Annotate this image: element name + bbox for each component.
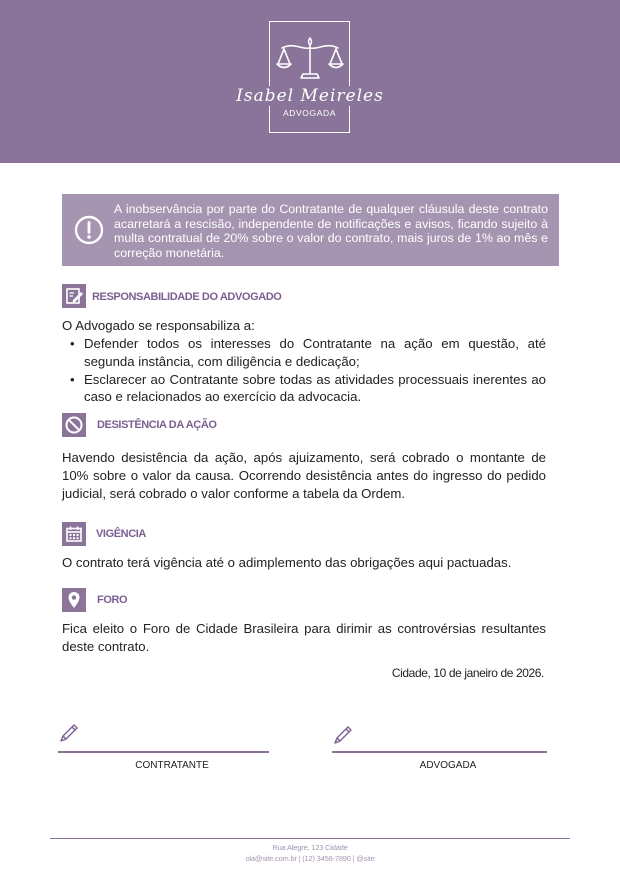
scales-of-justice-icon <box>274 34 346 82</box>
section-title-desistencia: DESISTÊNCIA DA AÇÃO <box>97 419 217 431</box>
footer-contact: ola@site.com.br | (12) 3456-7890 | @site <box>245 854 375 863</box>
footer-address: Rua Alegre, 123 Cidade <box>272 843 348 852</box>
responsabilidade-intro: O Advogado se responsabiliza a: <box>62 318 255 333</box>
exclamation-circle-icon <box>74 215 104 245</box>
contract-date: Cidade, 10 de janeiro de 2026. <box>391 666 544 680</box>
signature-line-contratante <box>58 751 269 753</box>
header-banner <box>0 0 620 163</box>
footer-divider <box>50 838 570 839</box>
pen-icon <box>332 724 354 746</box>
foro-text: Fica eleito o Foro de Cidade Brasileira para dirimir as controvérsias resultantes deste contrato. <box>62 621 546 654</box>
vigencia-text: O contrato terá vigência até o adimplemento das obrigações aqui pactuadas. <box>62 555 512 570</box>
section-title-vigencia: VIGÊNCIA <box>96 528 146 540</box>
list-item: • Esclarecer ao Contratante sobre todas as atividades processuais inerentes ao caso e relacionados ao exercício da advocacia. <box>62 371 546 407</box>
signature-label-advogada: ADVOGADA <box>419 760 477 771</box>
notice-text: A inobservância por parte do Contratante de qualquer cláusula deste contrato acarretará a rescisão, independente de notificações e avisos, ficando sujeito à multa contratual de 20% sobre o valor do contrato, mais juros de 1% ao mês e correção monetária. <box>114 202 548 260</box>
desistencia-text: Havendo desistência da ação, após ajuizamento, será cobrado o montante de 10% sobre o valor da causa. Ocorrendo desistência antes do ingresso do pedido judicial, será cobrado o valor conforme a tabela da Ordem. <box>62 450 546 501</box>
signature-label-contratante: CONTRATANTE <box>135 760 209 771</box>
prohibited-icon <box>62 413 86 437</box>
pen-icon <box>58 722 80 744</box>
logo-name: Isabel Meireles <box>230 86 390 106</box>
list-item: • Defender todos os interesses do Contratante na ação em questão, até segunda instância, com diligência e dedicação; <box>62 335 546 371</box>
map-pin-icon <box>62 588 86 612</box>
calendar-icon <box>62 522 86 546</box>
section-title-responsabilidade: RESPONSABILIDADE DO ADVOGADO <box>92 291 282 303</box>
section-title-foro: FORO <box>97 594 128 606</box>
signature-line-advogada <box>332 751 547 753</box>
responsabilidade-list <box>62 335 546 406</box>
penalty-notice <box>62 194 559 266</box>
logo-subtitle: ADVOGADA <box>283 108 336 118</box>
edit-icon <box>62 284 86 308</box>
